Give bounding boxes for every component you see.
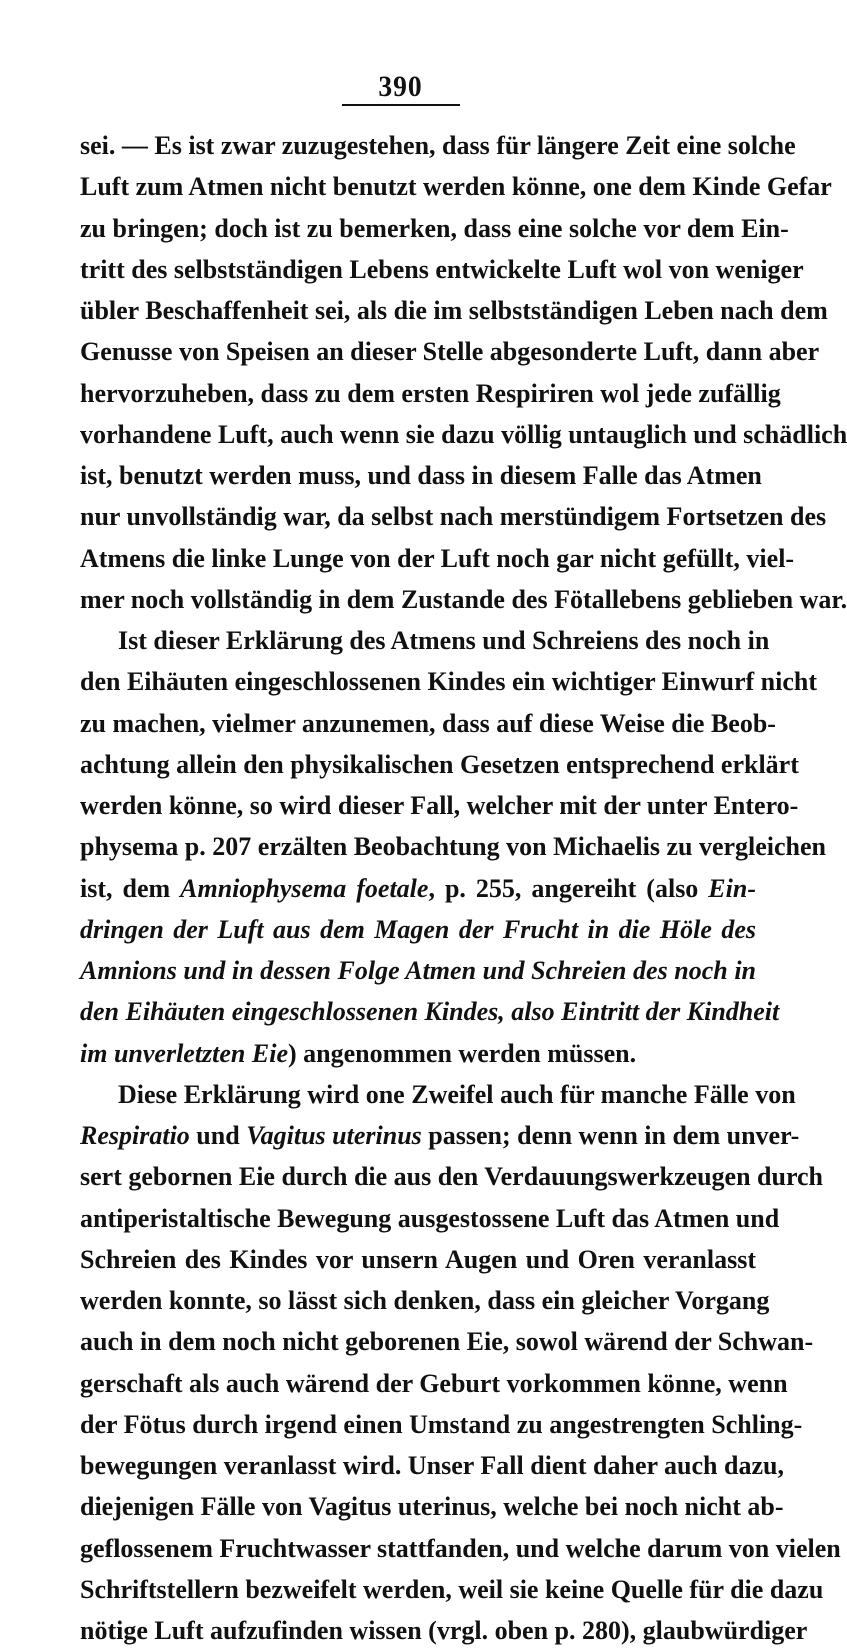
text-segment: sert gebornen Eie durch die aus den Verdauungswerkzeugen durch	[80, 1162, 824, 1192]
text-segment: sei. — Es ist zwar zuzugestehen, dass für längere Zeit eine solche	[80, 131, 796, 160]
text-segment: vorhandene Luft, auch wenn sie dazu völlig untauglich und schädlich	[80, 419, 847, 449]
text-segment: ) angenommen werden müssen.	[288, 1038, 637, 1068]
text-segment: werden konnte, so lässt sich denken, dass ein gleicher Vorgang	[80, 1286, 770, 1315]
text-segment: zu machen, vielmer anzunemen, dass auf diese Weise die Beob-	[80, 708, 776, 738]
text-segment: Schriftstellern bezweifelt werden, weil sie keine Quelle für die dazu	[80, 1574, 824, 1604]
text-line	[80, 166, 832, 207]
text-segment: ist, dem	[80, 873, 181, 903]
text-segment: nötige Luft aufzufinden wissen (vrgl. oben p. 280), glaubwürdiger	[80, 1616, 808, 1645]
text-segment: Diese Erklärung wird one Zweifel auch für manche Fälle von	[118, 1079, 796, 1109]
text-line	[80, 249, 804, 290]
text-line	[80, 579, 847, 620]
text-segment: zu bringen; doch ist zu bemerken, dass eine solche vor dem Ein-	[80, 213, 789, 243]
italic-text: im unverletzten Eie	[80, 1038, 288, 1068]
page-number: 390	[378, 70, 423, 103]
text-segment: ist, benutzt werden muss, und dass in diesem Falle das Atmen	[80, 461, 762, 490]
italic-text: Amniophysema foetale	[180, 873, 429, 903]
text-segment: passen; denn wenn in dem unver-	[421, 1121, 800, 1150]
text-line	[80, 208, 789, 249]
text-segment: übler Beschaffenheit sei, als die im selbstständigen Leben nach dem	[80, 296, 828, 325]
text-segment: gerschaft als auch wärend der Geburt vorkommen könne, wenn	[80, 1368, 788, 1398]
text-line	[80, 744, 799, 785]
italic-text: Respiratio	[80, 1121, 190, 1150]
text-segment: Atmens die linke Lunge von der Luft noch gar nicht gefüllt, viel-	[80, 543, 795, 573]
text-line	[80, 290, 828, 331]
text-line	[80, 826, 827, 867]
italic-text: Vagitus uterinus	[246, 1121, 422, 1150]
text-line	[80, 1115, 800, 1156]
text-line	[80, 414, 847, 455]
text-segment: auch in dem noch nicht geborenen Eie, sowol wärend der Schwan-	[80, 1327, 814, 1357]
text-line	[80, 991, 780, 1032]
italic-text: den Eihäuten eingeschlossenen Kindes, also Eintritt der Kindheit	[80, 997, 780, 1027]
text-line	[80, 1610, 808, 1651]
text-line	[80, 1486, 784, 1527]
text-segment: bewegungen veranlasst wird. Unser Fall dient daher auch dazu,	[80, 1451, 784, 1480]
italic-text: Amnions und in dessen Folge Atmen und Schreien des noch in	[80, 956, 756, 985]
italic-text: Ein-	[708, 873, 756, 903]
text-line	[80, 331, 820, 372]
text-segment: geflossenem Fruchtwasser stattfanden, und welche darum von vielen	[80, 1533, 841, 1563]
text-line	[80, 455, 762, 496]
text-line	[80, 1239, 756, 1280]
text-segment: , p. 255, angereiht (also	[428, 873, 709, 903]
text-segment: nur unvollständig war, da selbst nach merstündigem Fortsetzen des	[80, 502, 827, 532]
text-line	[80, 1404, 803, 1445]
text-segment: mer noch vollständig in dem Zustande des Fötallebens geblieben war.	[80, 584, 847, 614]
text-segment: werden könne, so wird dieser Fall, welcher mit der unter Entero-	[80, 791, 799, 820]
text-line	[80, 703, 776, 744]
text-segment: tritt des selbstständigen Lebens entwickelte Luft wol von weniger	[80, 254, 804, 284]
italic-text: dringen der Luft aus dem Magen der Frucht in die Höle des	[80, 914, 756, 944]
text-line	[80, 1445, 784, 1486]
text-segment: der Fötus durch irgend einen Umstand zu angestrengten Schling-	[80, 1409, 803, 1439]
text-line	[80, 125, 796, 166]
text-line	[80, 1569, 824, 1610]
text-line	[80, 538, 795, 579]
text-line	[80, 1280, 770, 1321]
text-line	[80, 1156, 824, 1197]
text-line	[80, 1363, 788, 1404]
text-segment: und	[189, 1121, 247, 1150]
text-segment: physema p. 207 erzälten Beobachtung von Michaelis zu vergleichen	[80, 832, 827, 862]
text-segment: den Eihäuten eingeschlossenen Kindes ein wichtiger Einwurf nicht	[80, 667, 817, 697]
text-line	[80, 496, 827, 537]
text-line	[80, 1321, 814, 1362]
text-segment: Genusse von Speisen an dieser Stelle abgesonderte Luft, dann aber	[80, 337, 820, 367]
text-segment: hervorzuheben, dass zu dem ersten Respiriren wol jede zufällig	[80, 378, 781, 408]
text-line	[80, 868, 756, 909]
text-segment: antiperistaltische Bewegung ausgestossene Luft das Atmen und	[80, 1203, 780, 1233]
text-line	[80, 909, 756, 950]
text-line	[80, 950, 756, 991]
body-text	[80, 125, 847, 1651]
page-number-underline	[342, 104, 460, 106]
text-segment: Luft zum Atmen nicht benutzt werden könne, one dem Kinde Gefar	[80, 172, 832, 202]
text-line	[80, 1033, 756, 1074]
text-line	[80, 373, 781, 414]
text-line	[80, 1528, 841, 1569]
text-segment: diejenigen Fälle von Vagitus uterinus, welche bei noch nicht ab-	[80, 1492, 784, 1522]
text-line	[80, 661, 817, 702]
text-segment: achtung allein den physikalischen Gesetzen entsprechend erklärt	[80, 749, 799, 779]
text-segment: Schreien des Kindes vor unsern Augen und Oren veranlasst	[80, 1244, 756, 1274]
text-line	[80, 1074, 796, 1115]
text-segment: Ist dieser Erklärung des Atmens und Schreiens des noch in	[118, 626, 770, 655]
text-line	[80, 785, 799, 826]
text-line	[80, 1198, 780, 1239]
text-line	[80, 620, 770, 661]
